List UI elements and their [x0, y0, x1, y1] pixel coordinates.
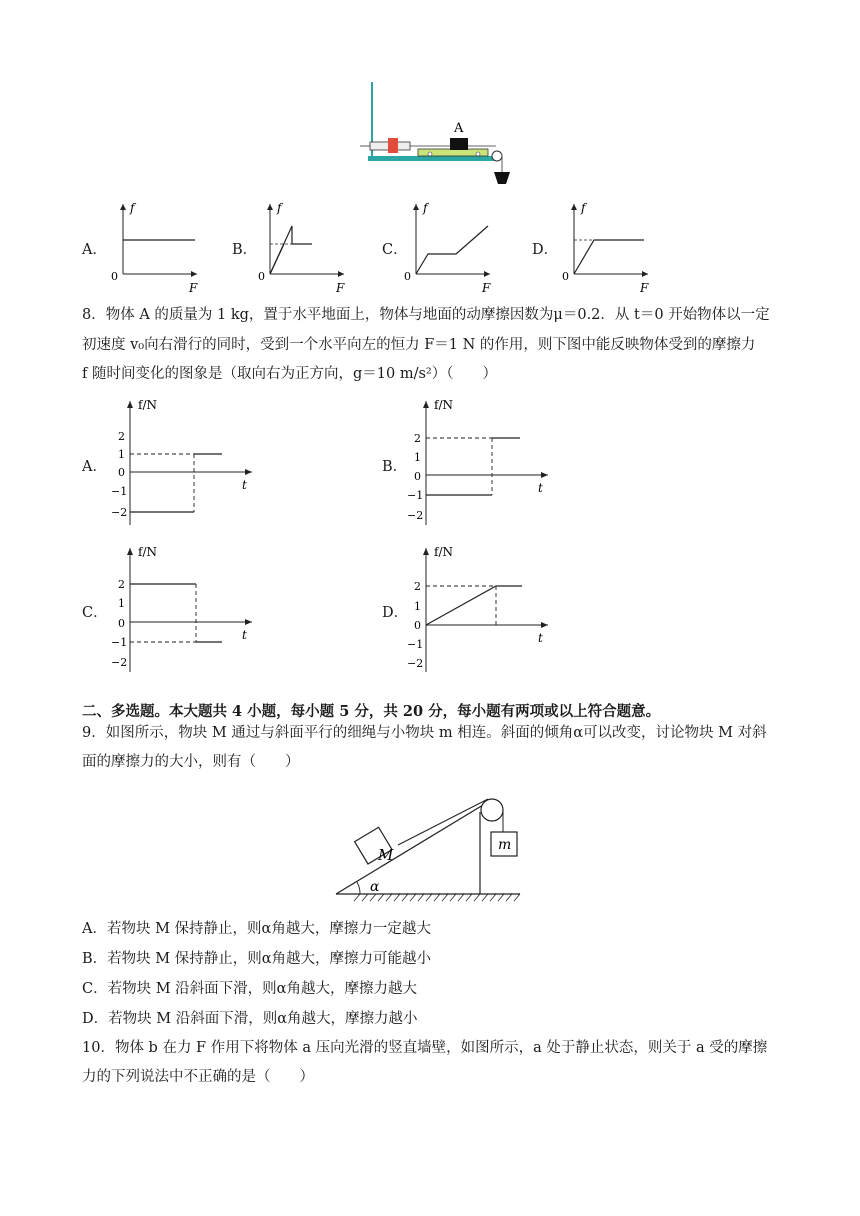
q8-b-axis-x: t [538, 481, 543, 495]
q7-b-axis-x: F [336, 281, 345, 295]
q7-c-axis-x: F [482, 281, 491, 295]
q8-b-tick-m1: −1 [407, 489, 424, 502]
q7-option-c-label: C． [382, 242, 408, 258]
q9-incline-figure [330, 782, 530, 907]
q8-text-line-1: 8．物体 A 的质量为 1 kg，置于水平地面上，物体与地面的动摩擦因数为μ＝0.2．从 t＝0 开始物体以一定 [82, 307, 770, 323]
q8-a-axis-y: f/N [138, 398, 157, 412]
q7-b-axis-y: f [277, 201, 282, 215]
q7-option-a-label: A． [82, 242, 107, 258]
q7-a-axis-y: f [130, 201, 135, 215]
q9-option-c[interactable]: C．若物块 M 沿斜面下滑，则α角越大，摩擦力越大 [82, 981, 417, 997]
q7-apparatus-figure [350, 80, 520, 195]
q10-text-line-2: 力的下列说法中不正确的是（ ） [82, 1069, 314, 1085]
q8-c-tick-m1: −1 [111, 636, 128, 649]
q8-b-tick-2: 2 [414, 432, 421, 445]
q8-option-a-label: A． [82, 459, 107, 475]
q8-c-tick-2: 2 [118, 578, 125, 591]
q8-option-d-label: D． [382, 605, 409, 621]
q8-text-line-3: f 随时间变化的图象是（取向右为正方向，g＝10 m/s²）（ ） [82, 366, 497, 382]
q7-option-d-label: D． [532, 242, 559, 258]
q8-b-tick-m2: −2 [407, 509, 424, 522]
q8-d-tick-m2: −2 [407, 657, 424, 670]
q8-c-axis-x: t [242, 628, 247, 642]
q8-b-tick-1: 1 [414, 451, 421, 464]
q8-graph-b[interactable] [404, 395, 554, 530]
q8-a-tick-0: 0 [118, 466, 125, 479]
q9-label-m: m [498, 837, 512, 853]
q10-text-line-1: 10．物体 b 在力 F 作用下将物体 a 压向光滑的竖直墙壁，如图所示，a 处于静止状态，则关于 a 受的摩擦 [82, 1040, 768, 1056]
q8-d-tick-1: 1 [414, 600, 421, 613]
q9-option-b[interactable]: B．若物块 M 保持静止，则α角越大，摩擦力可能越小 [82, 951, 432, 967]
q8-text-line-2: 初速度 v₀向右滑行的同时，受到一个水平向左的恒力 F＝1 N 的作用，则下图中能反映物体受到的摩擦力 [82, 337, 756, 353]
q7-graph-a[interactable] [105, 196, 205, 296]
q7-a-axis-x: F [189, 281, 198, 295]
q8-a-tick-1: 1 [118, 448, 125, 461]
q8-c-tick-0: 0 [118, 617, 125, 630]
q8-c-axis-y: f/N [138, 545, 157, 559]
q9-option-d[interactable]: D．若物块 M 沿斜面下滑，则α角越大，摩擦力越小 [82, 1011, 418, 1027]
q8-b-axis-y: f/N [434, 398, 453, 412]
q7-d-origin: 0 [562, 270, 569, 283]
q7-b-origin: 0 [258, 270, 265, 283]
q9-label-alpha: α [370, 879, 380, 895]
q8-d-tick-2: 2 [414, 580, 421, 593]
q7-a-origin: 0 [111, 270, 118, 283]
q7-d-axis-x: F [640, 281, 649, 295]
q7-graph-d[interactable] [556, 196, 656, 296]
q7-d-axis-y: f [581, 201, 586, 215]
q8-option-c-label: C． [82, 605, 108, 621]
q7-graph-c[interactable] [398, 196, 498, 296]
q8-graph-a[interactable] [108, 395, 258, 530]
q8-d-axis-x: t [538, 631, 543, 645]
q8-a-tick-m1: −1 [111, 485, 128, 498]
q8-a-axis-x: t [242, 478, 247, 492]
q8-c-tick-1: 1 [118, 597, 125, 610]
q8-a-tick-2: 2 [118, 430, 125, 443]
q8-graph-c[interactable] [108, 542, 258, 677]
q9-text-line-2: 面的摩擦力的大小，则有（ ） [82, 754, 300, 770]
q9-label-M: M [378, 846, 394, 864]
q7-option-b-label: B． [232, 242, 258, 258]
section-2-heading: 二、多选题。本大题共 4 小题，每小题 5 分，共 20 分，每小题有两项或以上符合题意。 [82, 703, 661, 720]
q8-a-tick-m2: −2 [111, 506, 128, 519]
q7-c-origin: 0 [404, 270, 411, 283]
q7-graph-b[interactable] [252, 196, 352, 296]
q8-option-b-label: B． [382, 459, 408, 475]
q9-text-line-1: 9．如图所示，物块 M 通过与斜面平行的细绳与小物块 m 相连。斜面的倾角α可以改变，讨论物块 M 对斜 [82, 725, 767, 741]
q8-graph-d[interactable] [404, 542, 554, 677]
q8-d-tick-0: 0 [414, 619, 421, 632]
q8-d-axis-y: f/N [434, 545, 453, 559]
q7-c-axis-y: f [423, 201, 428, 215]
q8-b-tick-0: 0 [414, 470, 421, 483]
q8-c-tick-m2: −2 [111, 656, 128, 669]
q8-d-tick-m1: −1 [407, 638, 424, 651]
q9-option-a[interactable]: A．若物块 M 保持静止，则α角越大，摩擦力一定越大 [82, 921, 431, 937]
q7-label-A: A [454, 121, 464, 136]
